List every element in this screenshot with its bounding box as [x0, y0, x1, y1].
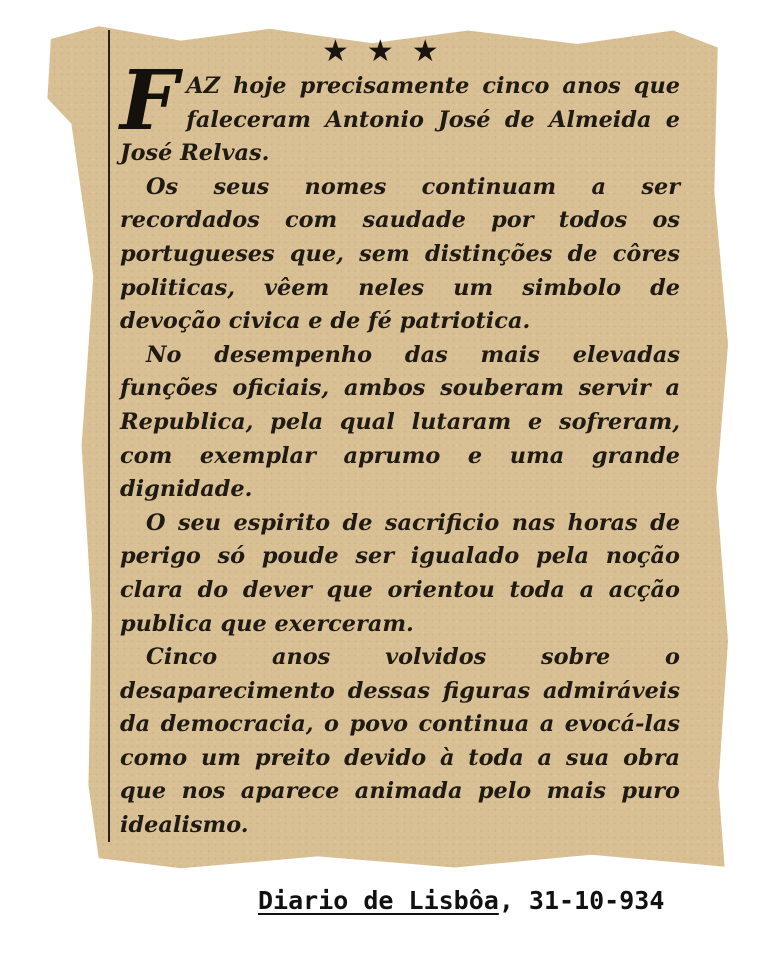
paragraph-3: No desempenho das mais elevadas funções oficiais, ambos souberam servir a Republica, pela qual lutaram e sofreram, com exemplar aprumo e uma grande dignidade. — [120, 341, 680, 503]
paragraph-1: AZ hoje precisamente cinco anos que faleceram Antonio José de Almeida e José Relvas. — [120, 73, 680, 167]
source-citation — [258, 886, 664, 915]
paragraph-4: O seu espirito de sacrificio nas horas de perigo só poude ser igualado pela noção clara do dever que orientou toda a acção publica que exerceram. — [120, 509, 680, 637]
paragraph-2: Os seus nomes continuam a ser recordados com saudade por todos os portugueses que, sem distinções de côres politicas, vêem neles um simbolo de devoção civica e de fé patriotica. — [120, 173, 680, 335]
asterism-ornament: ★★★ — [322, 34, 457, 69]
publication-date: , 31-10-934 — [498, 886, 665, 915]
article-body — [120, 53, 680, 843]
paragraph-5: Cinco anos volvidos sobre o desaparecimento dessas figuras admiráveis da democracia, o povo continua a evocá-las como um preito devido à toda a sua obra que nos aparece animada pelo mais puro idealismo. — [120, 644, 680, 839]
drop-cap: F — [120, 53, 179, 149]
column-rule — [108, 30, 110, 842]
publication-name: Diario de Lisbôa — [258, 886, 499, 915]
